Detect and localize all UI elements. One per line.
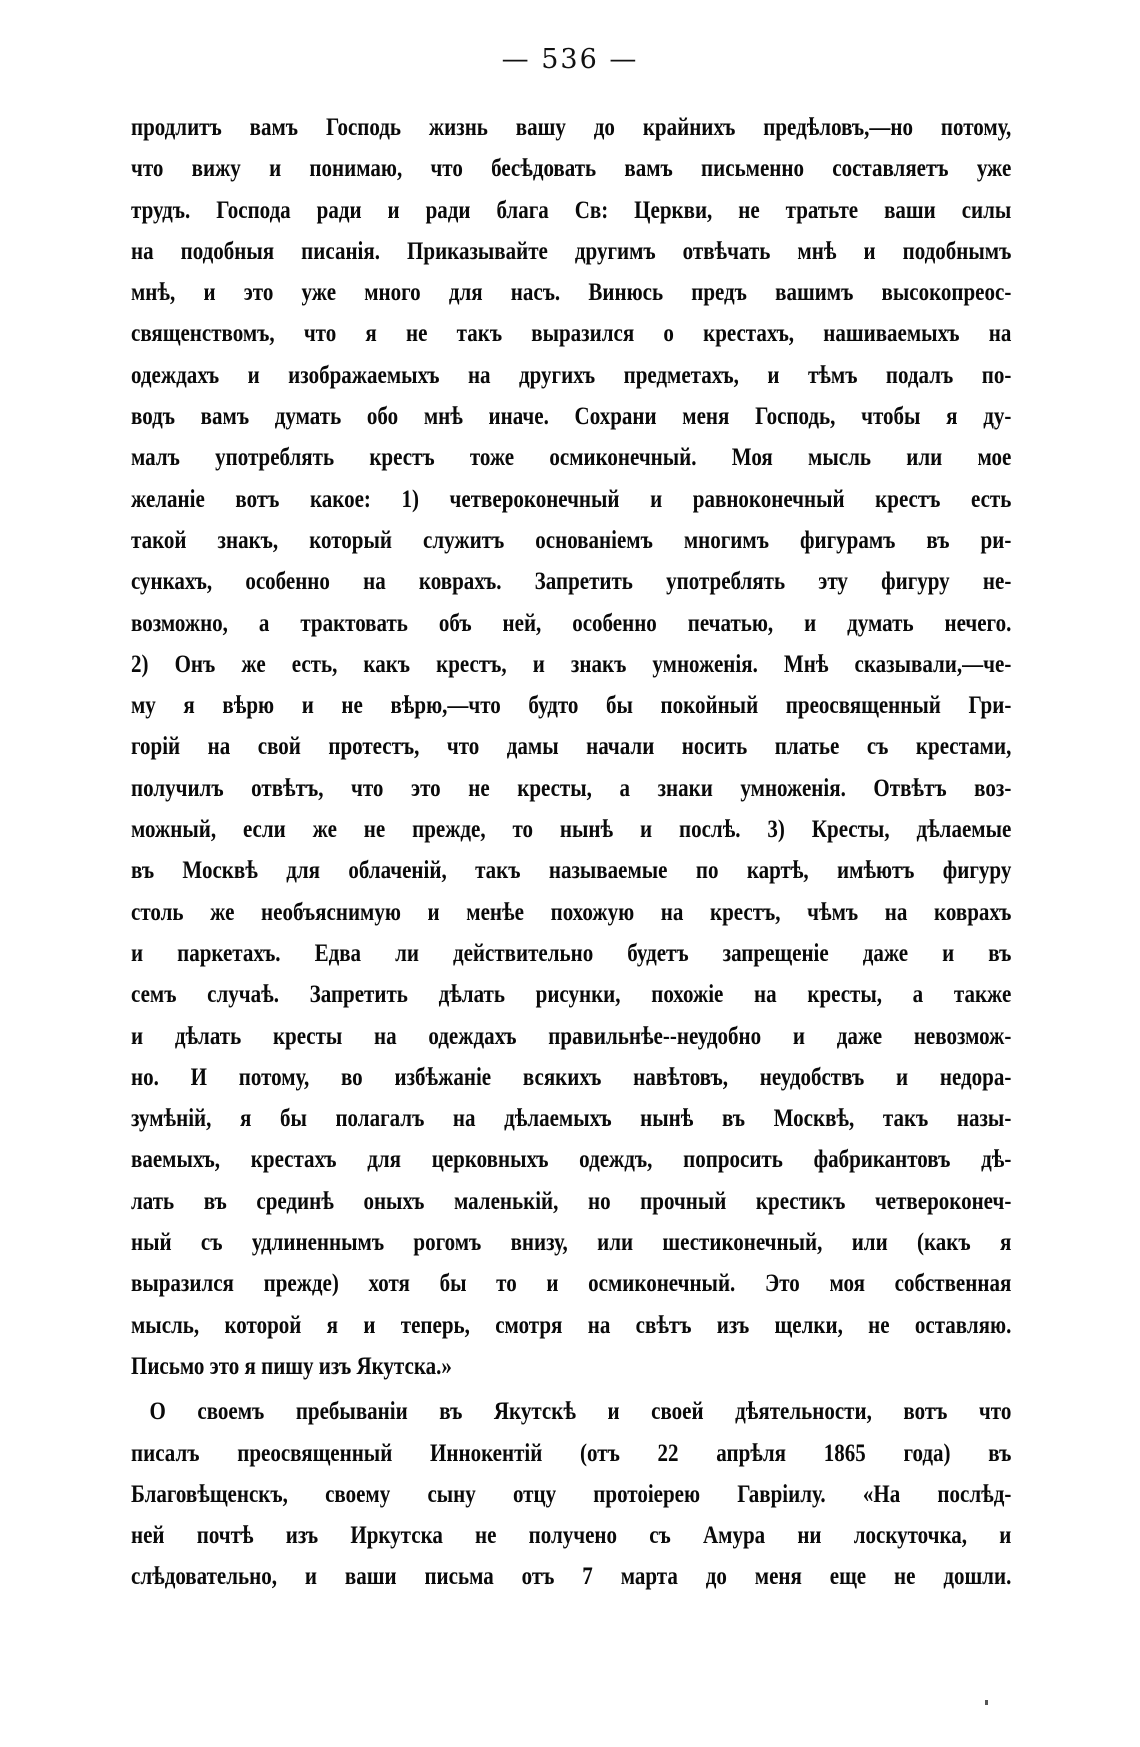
text-line: 2) Онъ же есть, какъ крестъ, и знакъ умноженія. Мнѣ сказывали,—че- <box>131 650 1012 678</box>
text-line: что вижу и понимаю, что бесѣдовать вамъ письменно составляетъ уже <box>131 155 1012 183</box>
text-line: мнѣ, и это уже много для насъ. Винюсь предъ вашимъ высокопреос- <box>131 279 1012 307</box>
text-line: трудъ. Господа ради и ради блага Св: Церкви, не тратьте ваши силы <box>131 196 1012 224</box>
text-line: такой знакъ, который служитъ основаніемъ многимъ фигурамъ въ ри- <box>131 526 1012 554</box>
text-line: священствомъ, что я не такъ выразился о крестахъ, нашиваемыхъ на <box>131 320 1012 348</box>
text-line: водъ вамъ думать обо мнѣ иначе. Сохрани меня Господь, чтобы я ду- <box>131 403 1012 431</box>
text-line: зумѣній, я бы полагалъ на дѣлаемыхъ нынѣ въ Москвѣ, такъ назы- <box>131 1105 1012 1133</box>
text-line: одеждахъ и изображаемыхъ на другихъ предметахъ, и тѣмъ подалъ по- <box>131 361 1012 389</box>
text-line: О своемъ пребываніи въ Якутскѣ и своей дѣятельности, вотъ что <box>149 1398 1012 1426</box>
text-line: семъ случаѣ. Запретить дѣлать рисунки, похожіе на кресты, а также <box>131 981 1012 1009</box>
text-line: выразился прежде) хотя бы то и осмиконечный. Это моя собственная <box>131 1270 1012 1298</box>
print-speck <box>985 1700 988 1705</box>
text-line: мысль, которой я и теперь, смотря на свѣтъ изъ щелки, не оставляю. <box>131 1311 1012 1339</box>
text-line: и паркетахъ. Едва ли действительно будетъ запрещеніе даже и въ <box>131 939 1012 967</box>
text-line: ный съ удлиненнымъ рогомъ внизу, или шестиконечный, или (какъ я <box>131 1229 1012 1257</box>
text-line: лать въ срединѣ оныхъ маленькій, но прочный крестикъ четвероконеч- <box>131 1187 1012 1215</box>
text-line: въ Москвѣ для облаченій, такъ называемые по картѣ, имѣютъ фигуру <box>131 857 1012 885</box>
text-line: малъ употреблять крестъ тоже осмиконечный. Моя мысль или мое <box>131 444 1012 472</box>
text-line: столь же необъяснимую и менѣе похожую на крестъ, чѣмъ на коврахъ <box>131 898 1012 926</box>
text-line: сункахъ, особенно на коврахъ. Запретить употреблять эту фигуру не- <box>131 568 1012 596</box>
text-line: желаніе вотъ какое: 1) четвероконечный и равноконечный крестъ есть <box>131 485 1012 513</box>
text-line: и дѣлать кресты на одеждахъ правильнѣе--неудобно и даже невозмож- <box>131 1022 1012 1050</box>
text-line: но. И потому, во избѣжаніе всякихъ навѣтовъ, неудобствъ и недора- <box>131 1063 1012 1091</box>
text-line: слѣдовательно, и ваши письма отъ 7 марта до меня еще не дошли. <box>131 1563 1012 1591</box>
page-number: — 536 — <box>501 44 639 75</box>
text-line: на подобныя писанія. Приказывайте другимъ отвѣчать мнѣ и подобнымъ <box>131 237 1012 265</box>
text-line: Письмо это я пишу изъ Якутска.» <box>131 1352 452 1380</box>
text-line: продлитъ вамъ Господь жизнь вашу до крайнихъ предѣловъ,—но потому, <box>131 114 1012 141</box>
text-line: ваемыхъ, крестахъ для церковныхъ одеждъ, попросить фабрикантовъ дѣ- <box>131 1146 1012 1174</box>
text-line: горій на свой протестъ, что дамы начали носить платье съ крестами, <box>131 733 1012 761</box>
paragraph-narrative <box>131 1391 1011 1597</box>
text-line: получилъ отвѣтъ, что это не кресты, а знаки умноженія. Отвѣтъ воз- <box>131 774 1012 802</box>
text-line: му я вѣрю и не вѣрю,—что будто бы покойный преосвященный Гри- <box>131 692 1012 720</box>
body-text <box>131 107 1011 1598</box>
text-line: писалъ преосвященный Иннокентій (отъ 22 апрѣля 1865 года) въ <box>131 1439 1012 1467</box>
text-line: возможно, а трактовать объ ней, особенно печатью, и думать нечего. <box>131 609 1012 637</box>
text-line: Благовѣщенскъ, своему сыну отцу протоіерею Гавріилу. «На послѣд- <box>131 1480 1012 1508</box>
text-line: ней почтѣ изъ Иркутска не получено съ Амура ни лоскуточка, и <box>131 1522 1012 1550</box>
paragraph-letter-quote <box>131 107 1011 1387</box>
text-line: можный, если же не прежде, то нынѣ и послѣ. 3) Кресты, дѣлаемые <box>131 816 1012 844</box>
